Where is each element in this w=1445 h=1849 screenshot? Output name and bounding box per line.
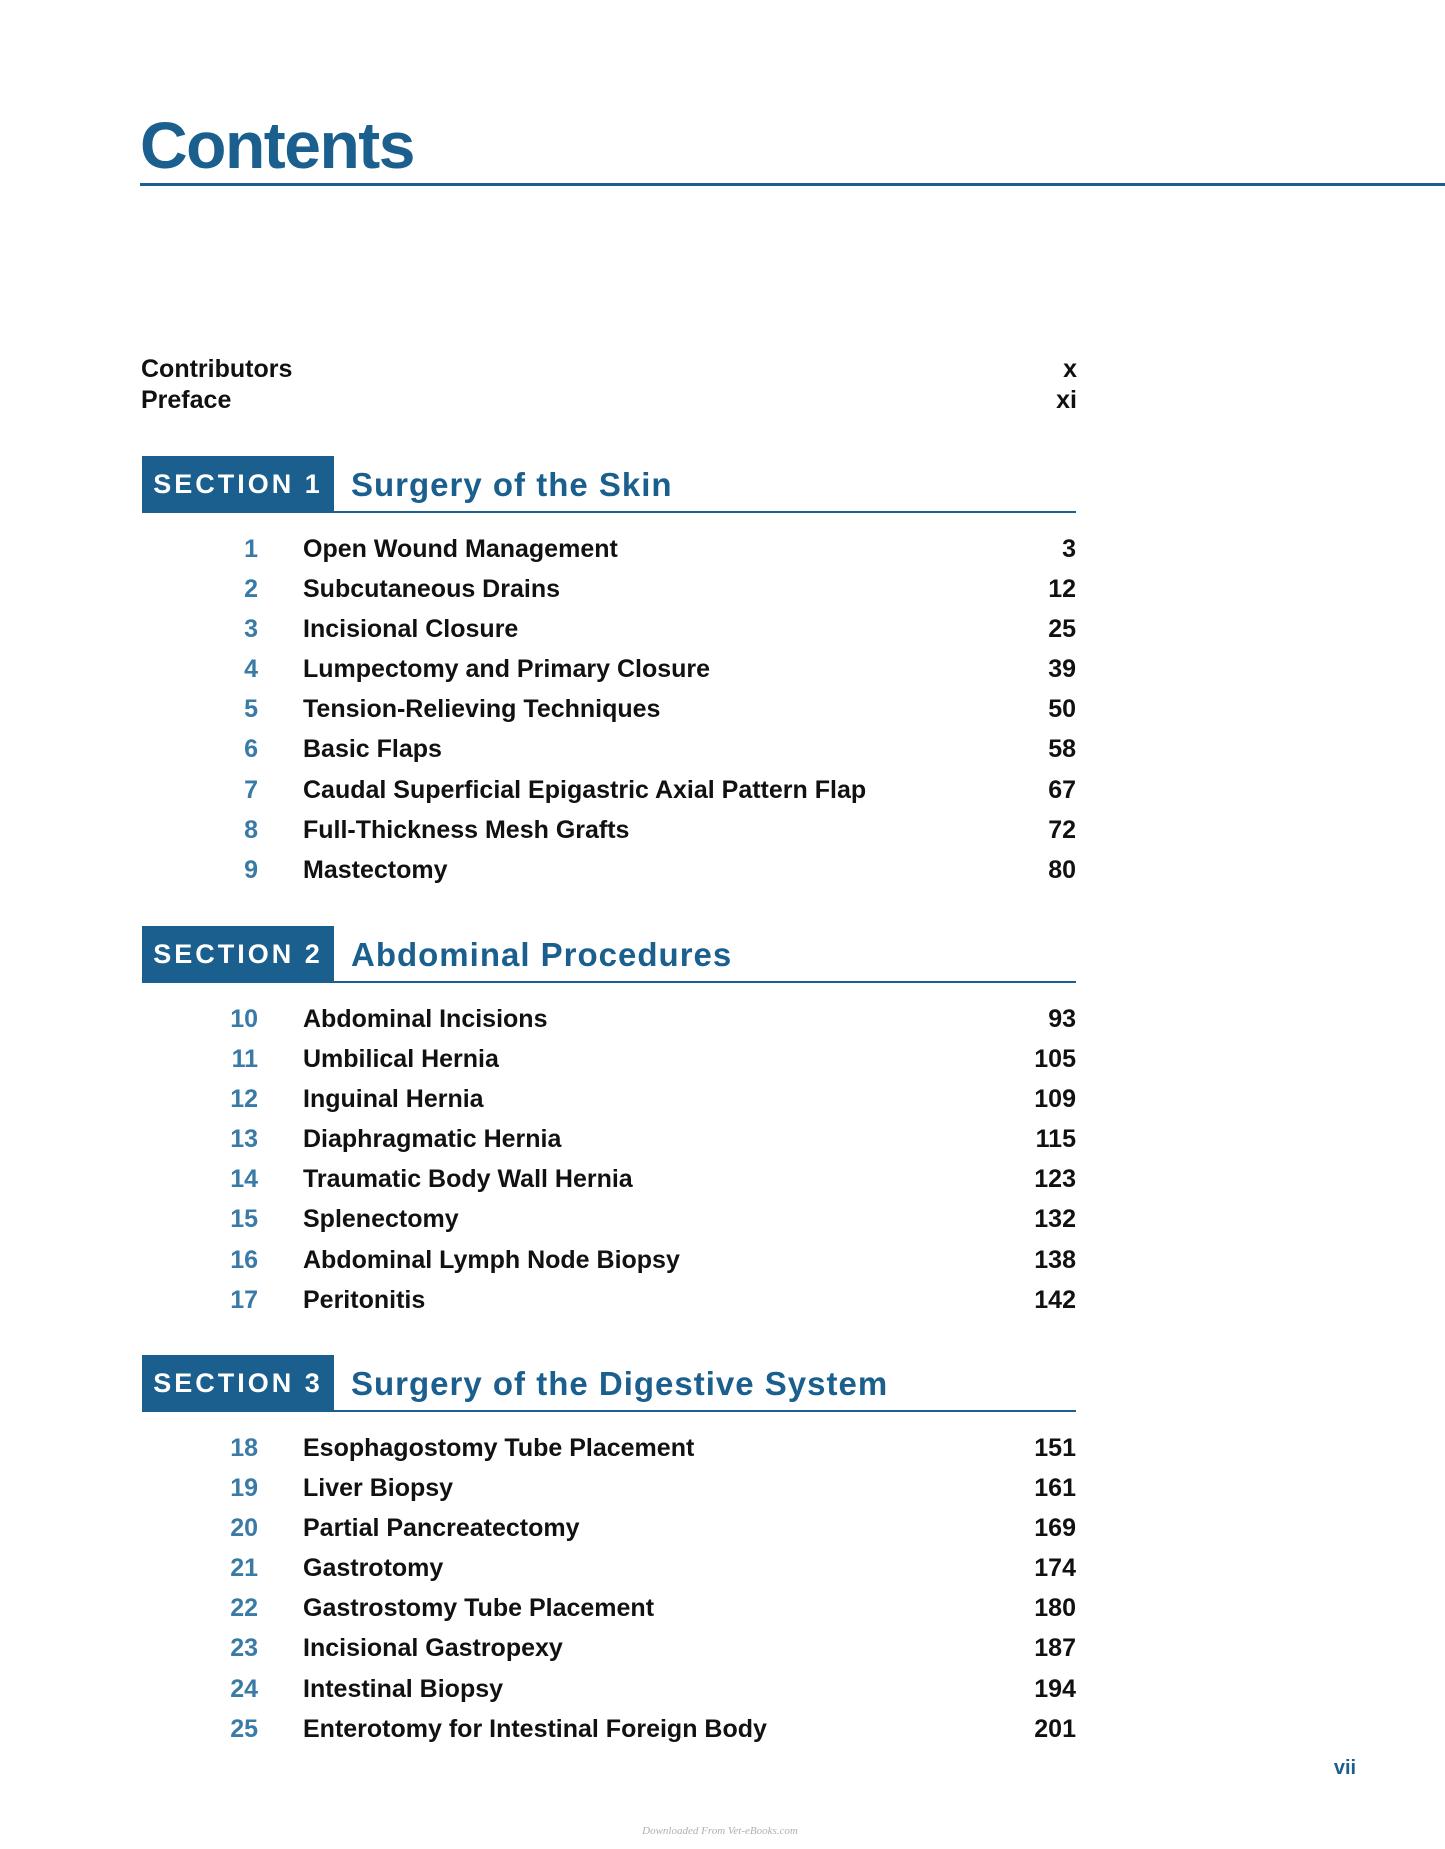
chapter-row[interactable]	[142, 569, 1076, 609]
chapter-page: 161	[1034, 1474, 1076, 1503]
chapter-title: Subcutaneous Drains	[303, 575, 560, 604]
chapter-page: 115	[1035, 1125, 1076, 1154]
title-rule	[140, 183, 1445, 186]
chapter-number: 14	[230, 1165, 258, 1194]
chapter-row[interactable]	[142, 729, 1076, 769]
chapter-title: Traumatic Body Wall Hernia	[303, 1165, 633, 1194]
chapter-page: 50	[1048, 695, 1076, 724]
chapter-title: Enterotomy for Intestinal Foreign Body	[303, 1714, 767, 1743]
chapter-title: Inguinal Hernia	[303, 1085, 484, 1114]
chapter-page: 142	[1034, 1285, 1076, 1314]
chapter-title: Mastectomy	[303, 855, 448, 884]
section-header	[142, 456, 1076, 513]
chapter-page: 39	[1048, 655, 1076, 684]
chapter-number: 19	[230, 1474, 258, 1503]
section-header	[142, 1355, 1076, 1412]
chapter-row[interactable]	[142, 1119, 1076, 1159]
chapter-number: 18	[230, 1434, 258, 1462]
chapter-number: 10	[230, 1005, 258, 1033]
chapter-page: 72	[1048, 815, 1076, 844]
chapter-title: Tension-Relieving Techniques	[303, 695, 661, 724]
chapter-page: 169	[1034, 1514, 1076, 1543]
chapter-row[interactable]	[142, 1588, 1076, 1628]
front-matter-label: Contributors	[141, 355, 293, 383]
chapter-page: 25	[1048, 615, 1076, 644]
chapter-row[interactable]	[142, 1280, 1076, 1320]
chapter-page: 93	[1048, 1005, 1076, 1033]
chapter-page: 174	[1034, 1554, 1076, 1583]
section-label: SECTION 3	[142, 1355, 334, 1412]
chapter-title: Esophagostomy Tube Placement	[303, 1434, 695, 1462]
section-rule	[334, 981, 1076, 983]
chapter-title: Incisional Gastropexy	[303, 1634, 563, 1663]
chapter-number: 5	[244, 695, 258, 724]
chapter-page: 180	[1034, 1594, 1076, 1623]
chapter-title: Open Wound Management	[303, 535, 618, 563]
chapter-number: 23	[230, 1634, 258, 1663]
chapter-number: 12	[230, 1085, 258, 1114]
chapter-page: 67	[1048, 775, 1076, 804]
front-matter-label: Preface	[141, 386, 232, 414]
chapter-row[interactable]	[142, 1240, 1076, 1280]
chapter-number: 1	[244, 535, 258, 563]
chapter-row[interactable]	[142, 1039, 1076, 1079]
chapter-title: Full-Thickness Mesh Grafts	[303, 815, 630, 844]
chapter-row[interactable]	[142, 1468, 1076, 1508]
chapter-page: 109	[1034, 1085, 1076, 1114]
chapter-row[interactable]	[142, 1508, 1076, 1548]
chapter-row[interactable]	[142, 649, 1076, 689]
section-label: SECTION 1	[142, 456, 334, 513]
chapter-row[interactable]	[142, 1079, 1076, 1119]
chapter-number: 8	[244, 815, 258, 844]
chapter-number: 24	[230, 1674, 258, 1703]
chapter-number: 20	[230, 1514, 258, 1543]
chapter-row[interactable]	[142, 1709, 1076, 1749]
chapter-title: Basic Flaps	[303, 735, 442, 764]
watermark: Downloaded From Vet-eBooks.com	[642, 1825, 798, 1837]
chapter-title: Splenectomy	[303, 1205, 459, 1234]
section-name: Surgery of the Digestive System	[351, 1365, 889, 1402]
chapter-title: Incisional Closure	[303, 615, 519, 644]
chapter-row[interactable]	[142, 999, 1076, 1039]
section-rule	[334, 511, 1076, 513]
chapter-title: Gastrotomy	[303, 1554, 444, 1583]
chapter-list	[142, 529, 1076, 890]
page-number: vii	[1333, 1757, 1357, 1779]
chapter-title: Lumpectomy and Primary Closure	[303, 655, 711, 684]
chapter-row[interactable]	[142, 1199, 1076, 1239]
chapter-page: 3	[1062, 535, 1076, 563]
chapter-page: 80	[1048, 855, 1076, 884]
chapter-page: 151	[1034, 1434, 1076, 1462]
chapter-list	[142, 999, 1076, 1320]
chapter-row[interactable]	[142, 609, 1076, 649]
chapter-row[interactable]	[142, 689, 1076, 729]
section-header	[142, 926, 1076, 983]
chapter-number: 7	[244, 775, 258, 804]
chapter-page: 132	[1034, 1205, 1076, 1234]
section-rule	[334, 1410, 1076, 1412]
chapter-number: 3	[244, 615, 258, 644]
chapter-page: 187	[1034, 1634, 1076, 1663]
chapter-number: 17	[230, 1285, 258, 1314]
chapter-title: Abdominal Lymph Node Biopsy	[303, 1245, 680, 1274]
chapter-number: 15	[230, 1205, 258, 1234]
chapter-title: Diaphragmatic Hernia	[303, 1125, 562, 1154]
chapter-title: Intestinal Biopsy	[303, 1674, 504, 1703]
chapter-title: Abdominal Incisions	[303, 1005, 548, 1033]
section-label: SECTION 2	[142, 926, 334, 983]
chapter-number: 22	[230, 1594, 258, 1623]
chapter-page: 138	[1034, 1245, 1076, 1274]
chapter-title: Liver Biopsy	[303, 1474, 454, 1503]
chapter-number: 13	[230, 1125, 258, 1154]
chapter-row[interactable]	[142, 810, 1076, 850]
chapter-number: 4	[244, 655, 258, 684]
chapter-row[interactable]	[142, 850, 1076, 890]
chapter-title: Caudal Superficial Epigastric Axial Pattern Flap	[303, 775, 867, 804]
chapter-number: 11	[231, 1045, 258, 1074]
chapter-page: 201	[1034, 1714, 1076, 1743]
chapter-row[interactable]	[142, 529, 1076, 569]
chapter-page: 12	[1048, 575, 1076, 604]
chapter-page: 194	[1034, 1674, 1076, 1703]
chapter-row[interactable]	[142, 1669, 1076, 1709]
chapter-row[interactable]	[142, 1159, 1076, 1199]
front-matter-page: xi	[1056, 386, 1077, 414]
chapter-number: 6	[244, 735, 258, 764]
section-name: Abdominal Procedures	[351, 936, 733, 973]
chapter-title: Peritonitis	[303, 1285, 426, 1314]
page-title: Contents	[140, 108, 414, 182]
front-matter-page: x	[1063, 355, 1077, 383]
chapter-row[interactable]	[142, 1628, 1076, 1668]
chapter-row[interactable]	[142, 1548, 1076, 1588]
chapter-list	[142, 1428, 1076, 1749]
chapter-page: 105	[1034, 1045, 1076, 1074]
chapter-row[interactable]	[142, 770, 1076, 810]
chapter-number: 2	[244, 575, 258, 604]
chapter-number: 9	[244, 855, 258, 884]
section-name: Surgery of the Skin	[351, 466, 673, 503]
chapter-title: Partial Pancreatectomy	[303, 1514, 580, 1543]
chapter-number: 21	[230, 1554, 258, 1583]
chapter-number: 16	[230, 1245, 258, 1274]
chapter-page: 58	[1048, 735, 1076, 764]
chapter-title: Umbilical Hernia	[303, 1045, 499, 1074]
chapter-title: Gastrostomy Tube Placement	[303, 1594, 655, 1623]
chapter-number: 25	[230, 1714, 258, 1743]
chapter-page: 123	[1034, 1165, 1076, 1194]
chapter-row[interactable]	[142, 1428, 1076, 1468]
